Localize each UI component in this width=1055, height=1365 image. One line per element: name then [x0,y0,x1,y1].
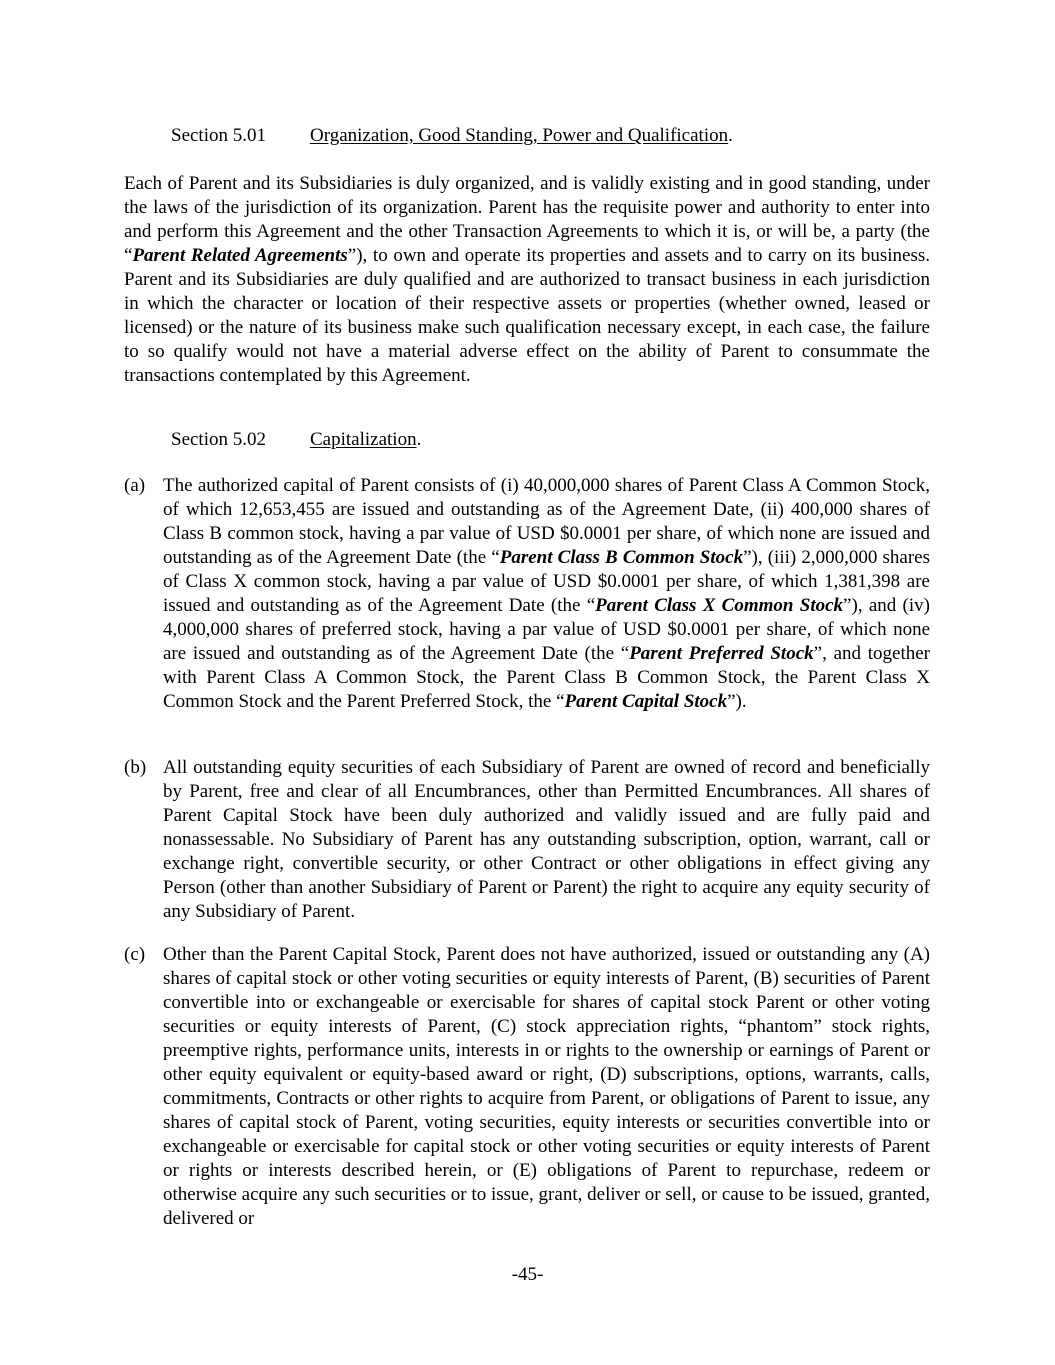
defined-term: Parent Preferred Stock [629,643,814,664]
clause-text: ”), (iii) 2,000,000 shares of Class X common stock, having a par value of USD $0.0001 per share, of which 1,381,398 are issued and outstanding as of the Agreement Date (the “ [163,547,930,616]
defined-term: Parent Class B Common Stock [499,547,744,568]
paragraph-text: ”), to own and operate its properties and assets and to carry on its business. Parent and its Subsidiaries are duly qualified and are authorized to transact business in each jurisdiction in which the character or location of their respective assets or properties (whether owned, leased or licensed) or the nature of its business make such qualification necessary except, in each case, the failure to so qualify would not have a material adverse effect on the ability of Parent to consummate the transactions contemplated by this Agreement. [124,245,930,386]
section-5-01-heading [171,124,733,148]
clause-label: (c) [124,944,146,965]
section-title: Capitalization [310,429,417,450]
section-number: Section 5.01 [171,125,266,146]
section-5-02-heading [171,428,421,452]
clause-label: (b) [124,757,147,778]
defined-term: Parent Related Agreements [132,245,348,266]
clause-a [124,474,930,714]
section-number: Section 5.02 [171,429,266,450]
clause-text: ”). [727,691,747,712]
section-5-01-paragraph [124,172,930,388]
paragraph-text: Each of Parent and its Subsidiaries is duly organized, and is validly existing and in good standing, under the laws of the jurisdiction of its organization. Parent has the requisite power and authority to enter into and perform this Agreement and the other Transaction Agreements to which it is, or will be, a party (the “ [124,173,930,266]
defined-term: Parent Capital Stock [564,691,728,712]
page-number: -45- [511,1264,544,1285]
clause-body [163,474,930,714]
section-title-period: . [416,429,422,450]
clause-c [124,943,930,1231]
clause-text: The authorized capital of Parent consists of (i) 40,000,000 shares of Parent Class A Common Stock, of which 12,653,455 are issued and outstanding as of the Agreement Date, (ii) 400,000 shares of Class B common stock, having a par value of USD $0.0001 per share, of which none are issued and outstanding as of the Agreement Date (the “ [163,475,930,568]
clause-label: (a) [124,475,146,496]
defined-term: Parent Class X Common Stock [595,595,844,616]
clause-text: ”, and together with Parent Class A Common Stock, the Parent Class B Common Stock, the Parent Class X Common Stock and the Parent Preferred Stock, the “ [163,643,930,712]
section-title: Organization, Good Standing, Power and Qualification [310,125,729,146]
section-title-period: . [728,125,733,146]
clause-b [124,756,930,924]
clause-body: All outstanding equity securities of each Subsidiary of Parent are owned of record and beneficially by Parent, free and clear of all Encumbrances, other than Permitted Encumbrances. All shares of Parent Capital Stock have been duly authorized and validly issued and are fully paid and nonassessable. No Subsidiary of Parent has any outstanding subscription, option, warrant, call or exchange right, convertible security, or other Contract or other obligations in effect giving any Person (other than another Subsidiary of Parent or Parent) the right to acquire any equity security of any Subsidiary of Parent. [163,757,930,922]
clause-text: ”), and (iv) 4,000,000 shares of preferred stock, having a par value of USD $0.0001 per share, of which none are issued and outstanding as of the Agreement Date (the “ [163,595,930,664]
clause-body: Other than the Parent Capital Stock, Parent does not have authorized, issued or outstanding any (A) shares of capital stock or other voting securities or equity interests of Parent, (B) securities of Parent convertible into or exchangeable or exercisable for shares of capital stock Parent or other voting securities or equity interests of Parent, (C) stock appreciation rights, “phantom” stock rights, preemptive rights, performance units, interests in or rights to the ownership or earnings of Parent or other equity equivalent or equity-based award or right, (D) subscriptions, options, warrants, calls, commitments, Contracts or other rights to acquire from Parent, or obligations of Parent to issue, any shares of capital stock of Parent, voting securities, equity interests or securities convertible into or exchangeable or exercisable for capital stock or other voting securities or equity interests of Parent or rights or interests described herein, or (E) obligations of Parent to repurchase, redeem or otherwise acquire any such securities or to issue, grant, deliver or sell, or cause to be issued, granted, delivered or [163,944,930,1229]
